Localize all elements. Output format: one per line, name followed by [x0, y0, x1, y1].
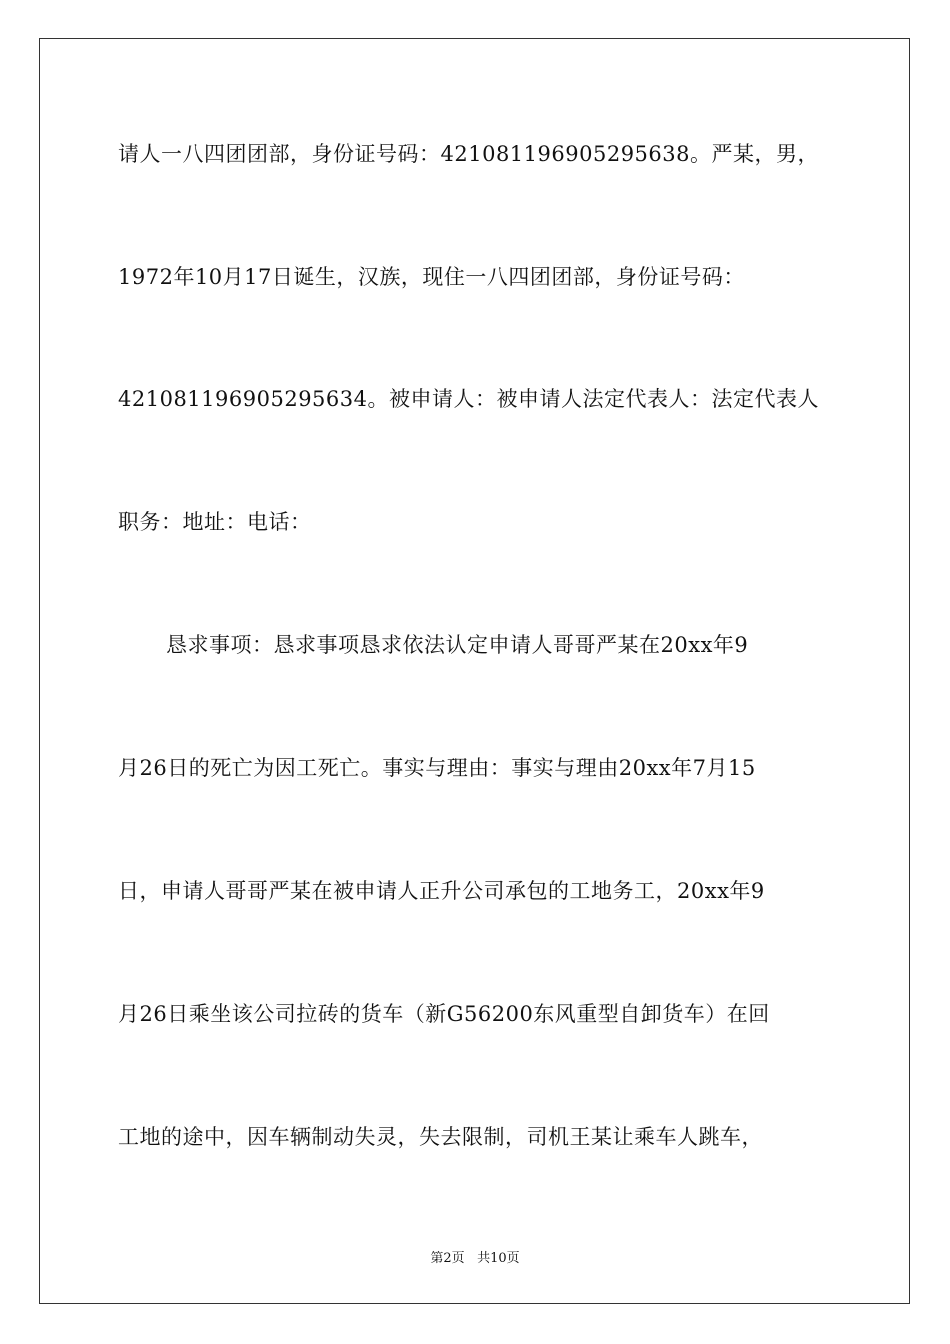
page-border — [39, 38, 910, 1304]
page-total: 共10页 — [477, 1251, 520, 1266]
paragraph-line-9: 工地的途中，因车辆制动失灵，失去限制，司机王某让乘车人跳车， — [118, 1125, 763, 1149]
paragraph-line-8: 月26日乘坐该公司拉砖的货车（新G56200东风重型自卸货车）在回 — [118, 1002, 770, 1026]
paragraph-line-4: 职务：地址：电话： — [118, 510, 312, 534]
page-number: 第2页 — [430, 1251, 465, 1266]
paragraph-line-7: 日，申请人哥哥严某在被申请人正升公司承包的工地务工，20xx年9 — [118, 879, 765, 903]
paragraph-line-2: 1972年10月17日诞生，汉族，现住一八四团团部，身份证号码： — [118, 265, 745, 289]
page-footer — [0, 1247, 950, 1266]
paragraph-line-1: 请人一八四团团部，身份证号码：421081196905295638。严某，男， — [118, 142, 819, 166]
paragraph-line-6: 月26日的死亡为因工死亡。事实与理由：事实与理由20xx年7月15 — [118, 756, 756, 780]
paragraph-line-5: 恳求事项：恳求事项恳求依法认定申请人哥哥严某在20xx年9 — [166, 633, 749, 657]
paragraph-line-3: 421081196905295634。被申请人：被申请人法定代表人：法定代表人 — [118, 387, 819, 411]
